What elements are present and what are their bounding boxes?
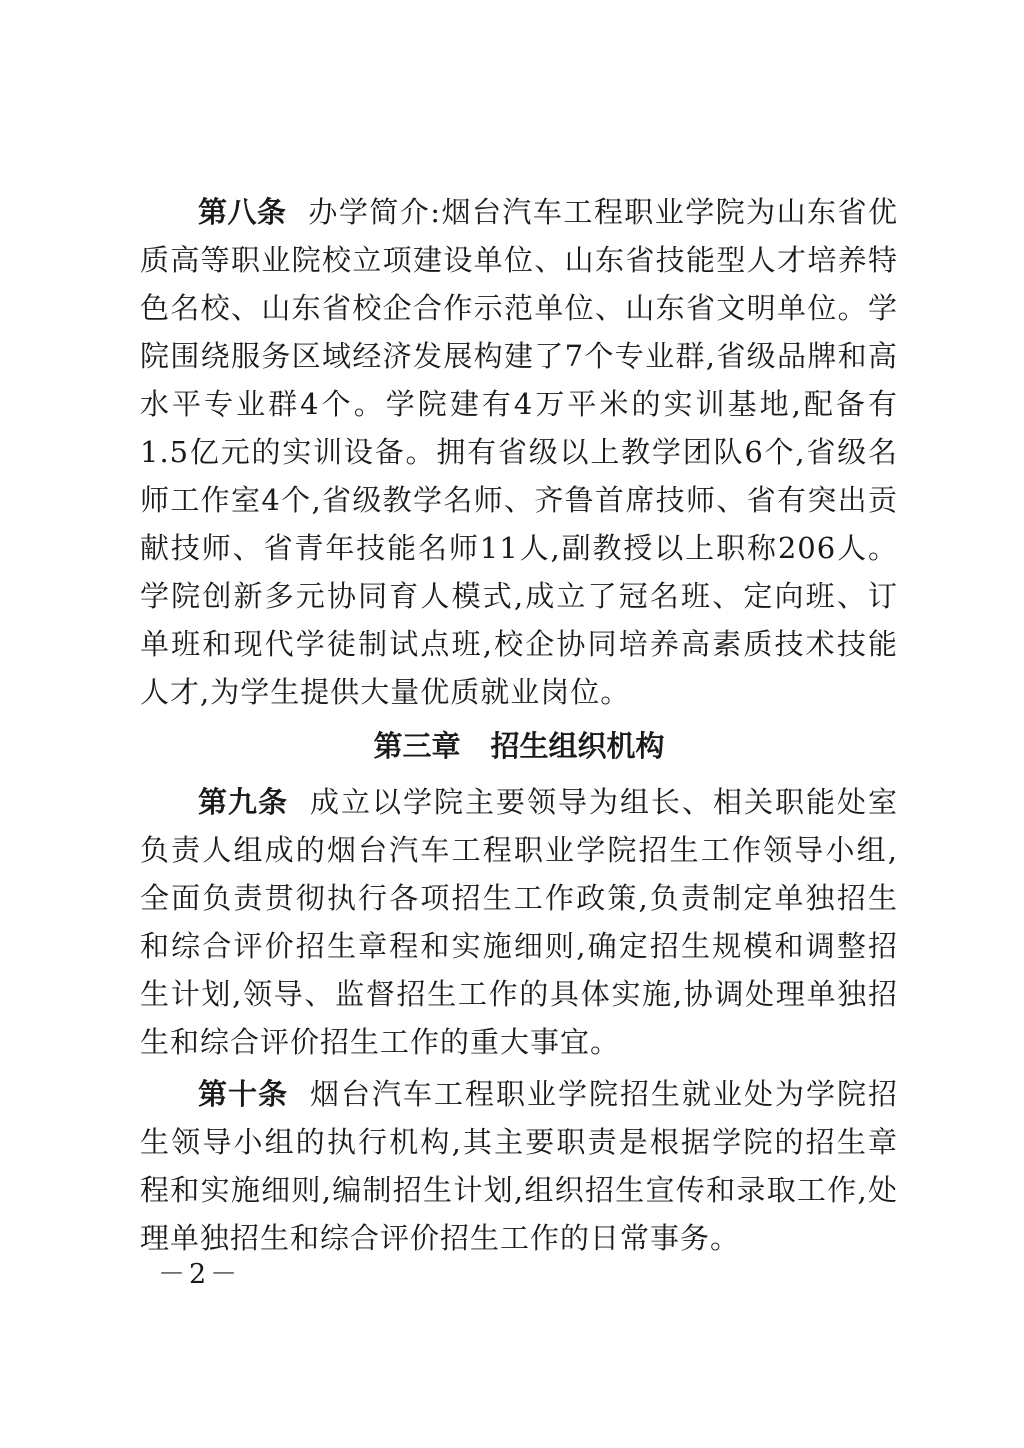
page-number: －2－ [158,1259,242,1290]
article-8 [140,188,898,716]
chapter-heading [140,722,898,770]
article-8-text: 办学简介:烟台汽车工程职业学院为山东省优质高等职业院校立项建设单位、山东省技能型人才培养特色名校、山东省校企合作示范单位、山东省文明单位。学院围绕服务区域经济发展构建了7个专业群,省级品牌和高水平专业群4个。学院建有4万平米的实训基地,配备有1.5亿元的实训设备。拥有省级以上教学团队6个,省级名师工作室4个,省级教学名师、齐鲁首席技师、省有突出贡献技师、省青年技能名师11人,副教授以上职称206人。学院创新多元协同育人模式,成立了冠名班、定向班、订单班和现代学徒制试点班,校企协同培养高素质技术技能人才,为学生提供大量优质就业岗位。 [140,195,898,709]
chapter-number: 第三章 [373,729,461,763]
article-8-label: 第八条 [198,195,287,229]
document-page [140,188,898,1262]
article-9-label: 第九条 [198,785,288,819]
chapter-title: 招生组织机构 [490,729,665,763]
article-10-text: 烟台汽车工程职业学院招生就业处为学院招生领导小组的执行机构,其主要职责是根据学院的招生章程和实施细则,编制招生计划,组织招生宣传和录取工作,处理单独招生和综合评价招生工作的日常事务。 [140,1077,898,1255]
article-9 [140,778,898,1066]
article-9-text: 成立以学院主要领导为组长、相关职能处室负责人组成的烟台汽车工程职业学院招生工作领导小组,全面负责贯彻执行各项招生工作政策,负责制定单独招生和综合评价招生章程和实施细则,确定招生规模和调整招生计划,领导、监督招生工作的具体实施,协调处理单独招生和综合评价招生工作的重大事宜。 [140,785,898,1059]
article-10 [140,1070,898,1262]
article-10-label: 第十条 [198,1077,288,1111]
